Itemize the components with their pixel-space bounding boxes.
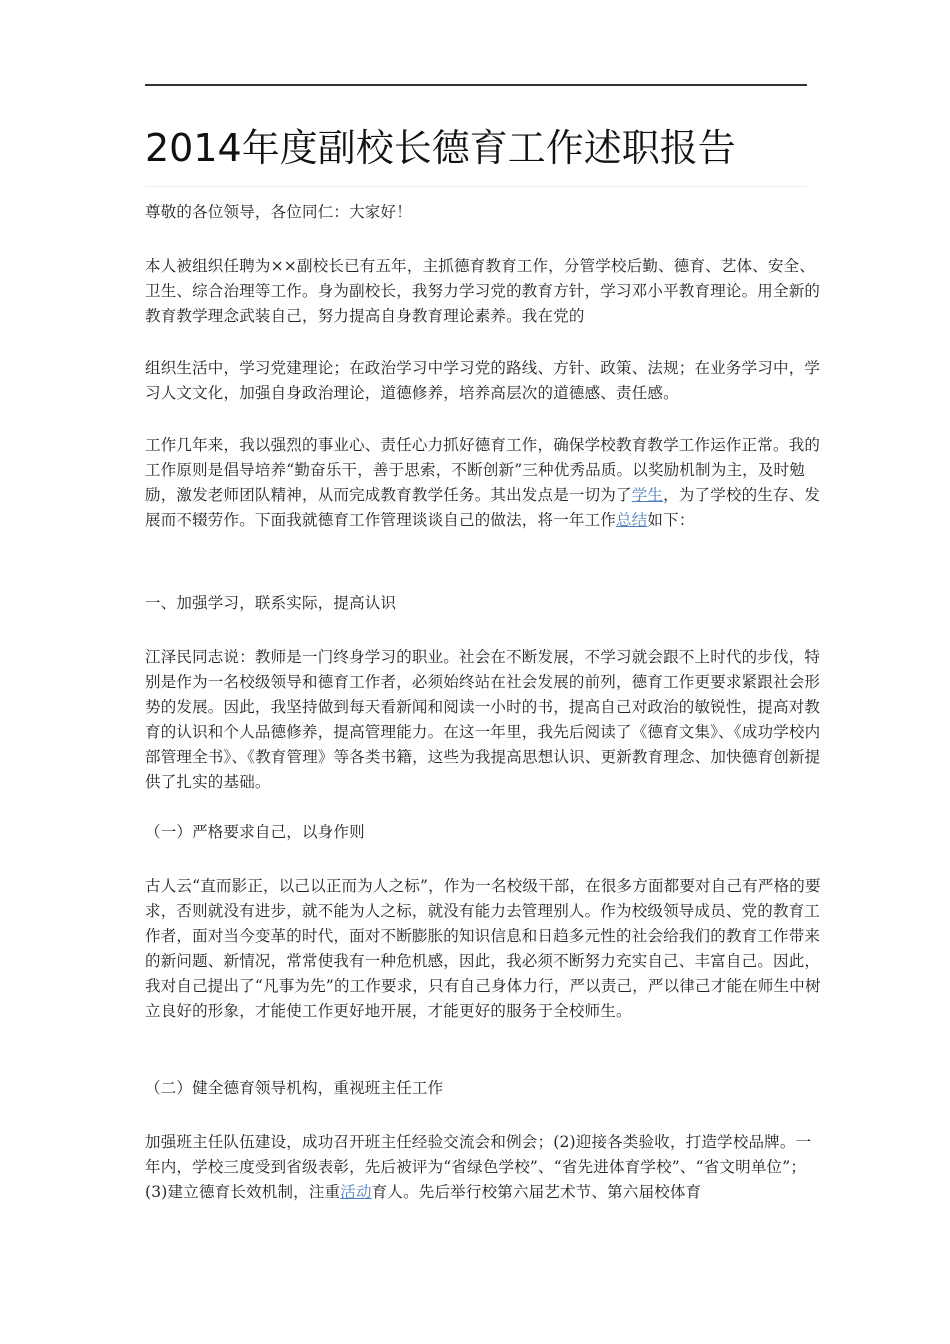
- subsection-heading-1: （一）严格要求自己，以身作则: [145, 823, 365, 841]
- self-discipline-paragraph: 古人云“直而影正，以己以正而为人之标”，作为一名校级干部，在很多方面都要对自己有严格的要求，否则就没有进步，就不能为人之标，就没有能力去管理别人。作为校级领导成员、党的教育工作者，面对当今变革的时代，面对不断膨胀的知识信息和日趋多元性的社会给我们的教育工作带来的新问题、新情况，常常使我有一种危机感，因此，我必须不断努力充实自己、丰富自己。因此，我对自己提出了“凡事为先”的工作要求，只有自己身体力行，严以责己，严以律己才能在师生中树立良好的形象，才能使工作更好地开展，才能更好的服务于全校师生。: [145, 877, 821, 1020]
- work-principles-paragraph: [145, 433, 825, 533]
- class-teacher-text-1: 加强班主任队伍建设，成功召开班主任经验交流会和例会；(2)迎接各类验收，打造学校品牌。一年内，学校三度受到省级表彰，先后被评为“省绿色学校”、“省先进体育学校”、“省文明单位”；(3)建立德育长效机制，注重: [145, 1133, 812, 1201]
- top-divider: [145, 84, 807, 86]
- class-teacher-paragraph: [145, 1130, 825, 1205]
- class-teacher-text-2: 育人。先后举行校第六届艺术节、第六届校体育: [371, 1183, 702, 1201]
- students-link[interactable]: 学生: [631, 486, 664, 504]
- learning-paragraph: 江泽民同志说：教师是一门终身学习的职业。社会在不断发展，不学习就会跟不上时代的步伐，特别是作为一名校级领导和德育工作者，必须始终站在社会发展的前列，德育工作更要求紧跟社会形势的发展。因此，我坚持做到每天看新闻和阅读一小时的书，提高自己对政治的敏锐性，提高对教育的认识和个人品德修养，提高管理能力。在这一年里，我先后阅读了《德育文集》、《成功学校内部管理全书》、《教育管理》等各类书籍，这些为我提高思想认识、更新教育理念、加快德育创新提供了扎实的基础。: [145, 648, 821, 791]
- section-heading-1: 一、加强学习，联系实际，提高认识: [145, 594, 397, 612]
- document-title: 2014年度副校长德育工作述职报告: [145, 126, 736, 170]
- study-paragraph: 组织生活中，学习党建理论；在政治学习中学习党的路线、方针、政策、法规；在业务学习中，学习人文文化，加强自身政治理论，道德修养，培养高层次的道德感、责任感。: [145, 359, 821, 402]
- activity-link[interactable]: 活动: [340, 1183, 372, 1201]
- summary-link[interactable]: 总结: [616, 511, 648, 529]
- work-principles-text-1: 工作几年来，我以强烈的事业心、责任心力抓好德育工作，确保学校教育教学工作运作正常。我的工作原则是倡导培养“勤奋乐干，善于思索，不断创新”三种优秀品质。以奖励机制为主，及时勉励，激发老师团队精神，从而完成教育教学任务。其出发点是一切为了: [145, 436, 821, 504]
- work-principles-text-3: 如下：: [647, 511, 695, 529]
- greeting-paragraph: 尊敬的各位领导，各位同仁：大家好！: [145, 203, 412, 221]
- title-divider: [145, 186, 807, 187]
- subsection-heading-2: （二）健全德育领导机构，重视班主任工作: [145, 1079, 444, 1097]
- work-principles-text-2: ，为了学校的生存、发展而不辍劳作。下面我就德育工作管理谈谈自己的做法，将一年工作: [145, 486, 821, 529]
- intro-paragraph: 本人被组织任聘为××副校长已有五年，主抓德育教育工作，分管学校后勤、德育、艺体、安全、卫生、综合治理等工作。身为副校长，我努力学习党的教育方针，学习邓小平教育理论。用全新的教育教学理念武装自己，努力提高自身教育理论素养。我在党的: [145, 257, 821, 325]
